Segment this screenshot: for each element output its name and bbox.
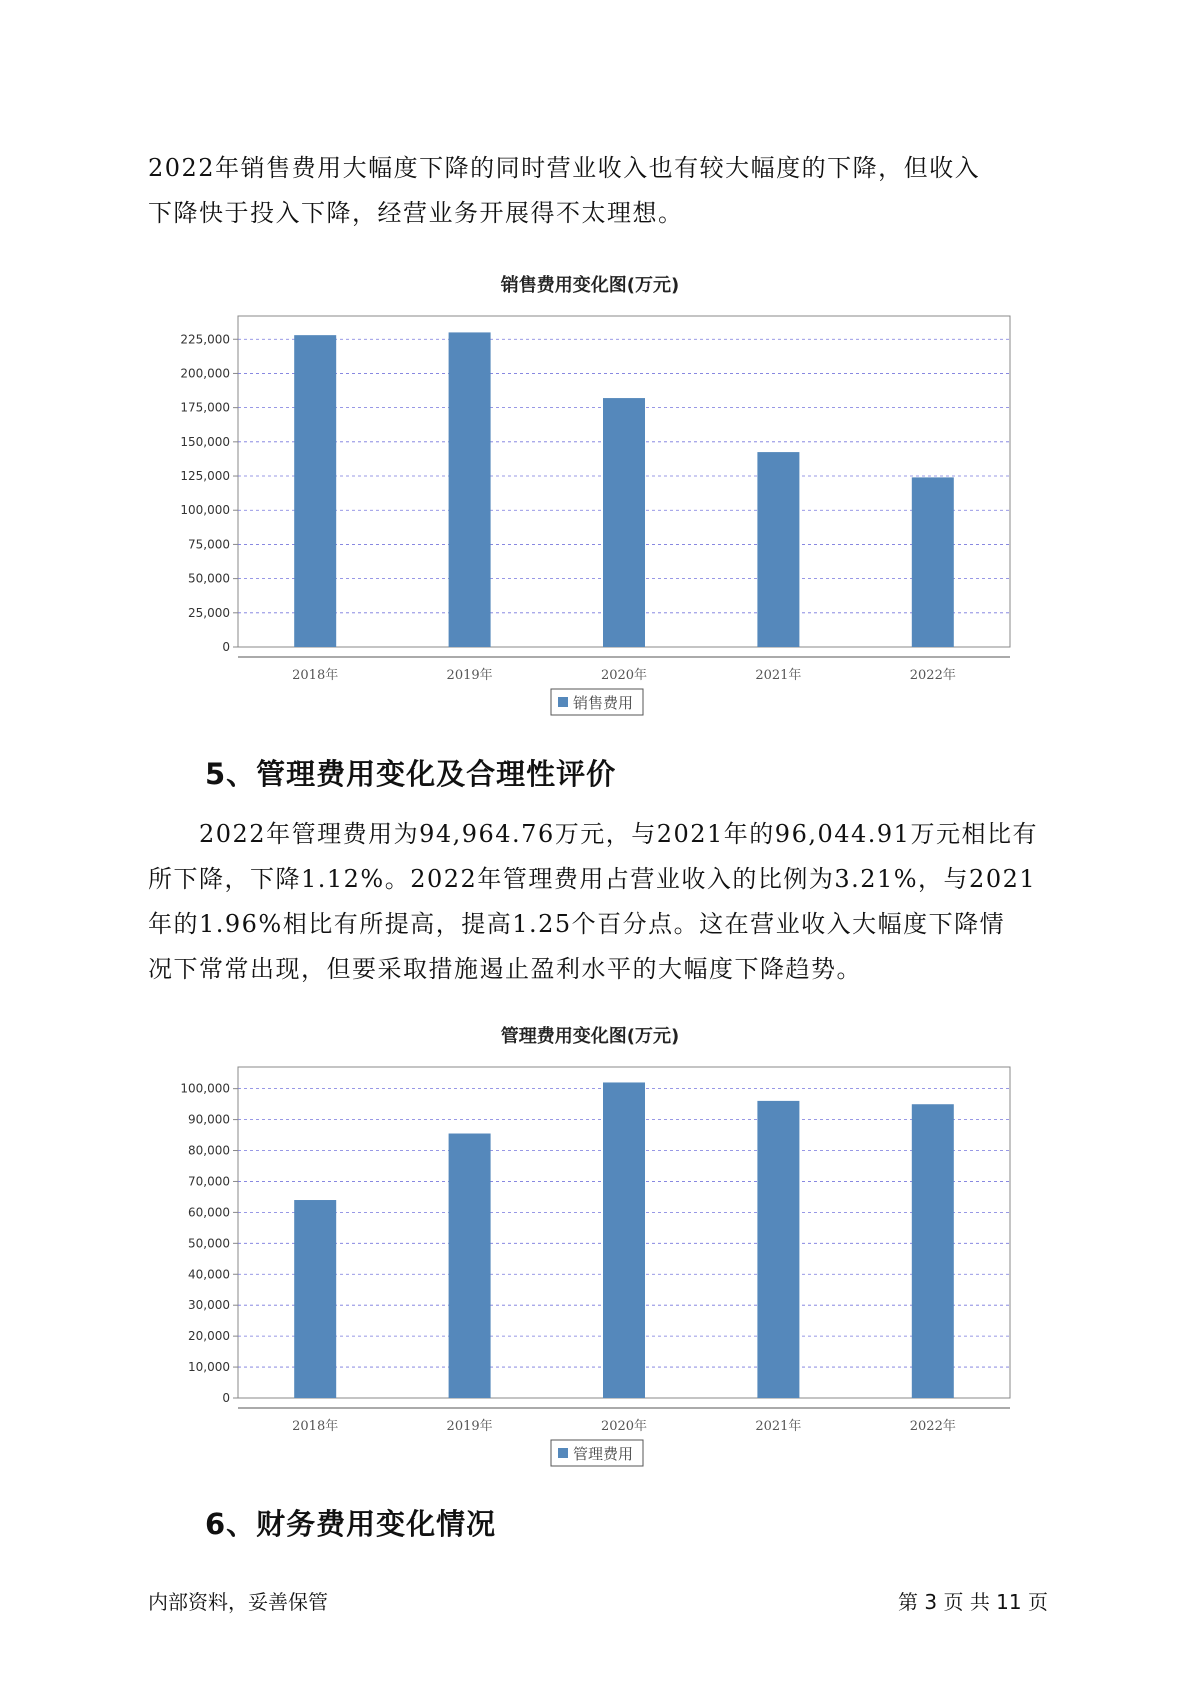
bar bbox=[912, 477, 954, 647]
intro-line: 下降快于投入下降，经营业务开展得不太理想。 bbox=[148, 199, 684, 227]
y-tick-label: 50,000 bbox=[188, 571, 230, 586]
legend-swatch bbox=[558, 697, 568, 707]
legend bbox=[551, 689, 643, 715]
section-5-line: 况下常常出现，但要采取措施遏止盈利水平的大幅度下降趋势。 bbox=[148, 955, 862, 983]
y-tick-label: 0 bbox=[222, 1391, 230, 1405]
bar bbox=[294, 335, 336, 647]
section-5-line: 2022年管理费用为94,964.76万元，与2021年的96,044.91万元相比有 bbox=[148, 820, 1038, 848]
y-tick-label: 150,000 bbox=[180, 434, 230, 449]
section-6-heading: 6、财务费用变化情况 bbox=[205, 1507, 497, 1541]
footer-page-number: 第 3 页 共 11 页 bbox=[898, 1590, 1048, 1614]
x-tick-label: 2018年 bbox=[292, 1419, 339, 1434]
bar bbox=[603, 1082, 645, 1398]
chart-title: 管理费用变化图(万元) bbox=[500, 1026, 680, 1047]
x-tick-label: 2020年 bbox=[600, 1419, 648, 1434]
y-tick-label: 40,000 bbox=[188, 1267, 230, 1282]
intro-paragraph bbox=[148, 146, 1048, 236]
intro-line: 2022年销售费用大幅度下降的同时营业收入也有较大幅度的下降，但收入 bbox=[148, 154, 981, 182]
x-tick-label: 2020年 bbox=[600, 668, 648, 683]
y-tick-label: 25,000 bbox=[188, 605, 230, 620]
y-tick-label: 75,000 bbox=[188, 537, 230, 552]
x-tick-label: 2021年 bbox=[755, 1419, 802, 1434]
chart-title: 销售费用变化图(万元) bbox=[500, 275, 680, 296]
x-tick-label: 2019年 bbox=[446, 1419, 493, 1434]
bar bbox=[294, 1200, 336, 1398]
y-tick-label: 100,000 bbox=[180, 503, 230, 518]
legend-swatch bbox=[558, 1448, 568, 1458]
admin-expense-chart-svg bbox=[140, 1017, 1040, 1477]
sales-expense-chart-svg bbox=[140, 266, 1040, 726]
y-tick-label: 90,000 bbox=[188, 1112, 230, 1127]
y-tick-label: 175,000 bbox=[180, 400, 230, 415]
x-tick-label: 2018年 bbox=[292, 668, 339, 683]
bar bbox=[757, 452, 799, 647]
bar bbox=[449, 332, 491, 647]
y-tick-label: 30,000 bbox=[188, 1298, 230, 1313]
admin-expense-chart bbox=[140, 1017, 1040, 1477]
y-tick-label: 60,000 bbox=[188, 1205, 230, 1220]
x-tick-label: 2019年 bbox=[446, 668, 493, 683]
y-tick-label: 225,000 bbox=[180, 332, 230, 347]
legend-label: 管理费用 bbox=[573, 1445, 634, 1463]
bar bbox=[912, 1104, 954, 1398]
x-tick-label: 2022年 bbox=[909, 668, 956, 683]
x-tick-label: 2022年 bbox=[909, 1419, 956, 1434]
y-tick-label: 20,000 bbox=[188, 1329, 230, 1344]
y-tick-label: 10,000 bbox=[188, 1360, 230, 1375]
bar bbox=[603, 398, 645, 647]
legend-label: 销售费用 bbox=[573, 694, 634, 712]
bar bbox=[757, 1101, 799, 1398]
y-tick-label: 70,000 bbox=[188, 1174, 230, 1189]
footer-confidential-note: 内部资料，妥善保管 bbox=[148, 1590, 328, 1614]
bar bbox=[449, 1134, 491, 1398]
y-tick-label: 100,000 bbox=[180, 1081, 230, 1096]
y-tick-label: 125,000 bbox=[180, 469, 230, 484]
y-tick-label: 50,000 bbox=[188, 1236, 230, 1251]
y-tick-label: 0 bbox=[222, 640, 230, 654]
sales-expense-chart bbox=[140, 266, 1040, 726]
y-tick-label: 80,000 bbox=[188, 1143, 230, 1158]
section-5-line: 所下降，下降1.12%。2022年管理费用占营业收入的比例为3.21%，与2021 bbox=[148, 865, 1037, 893]
legend bbox=[551, 1440, 643, 1466]
section-5-line: 年的1.96%相比有所提高，提高1.25个百分点。这在营业收入大幅度下降情 bbox=[148, 910, 1006, 938]
x-tick-label: 2021年 bbox=[755, 668, 802, 683]
section-5-heading: 5、管理费用变化及合理性评价 bbox=[205, 757, 617, 791]
y-tick-label: 200,000 bbox=[180, 366, 230, 381]
section-5-paragraph bbox=[148, 812, 1048, 992]
